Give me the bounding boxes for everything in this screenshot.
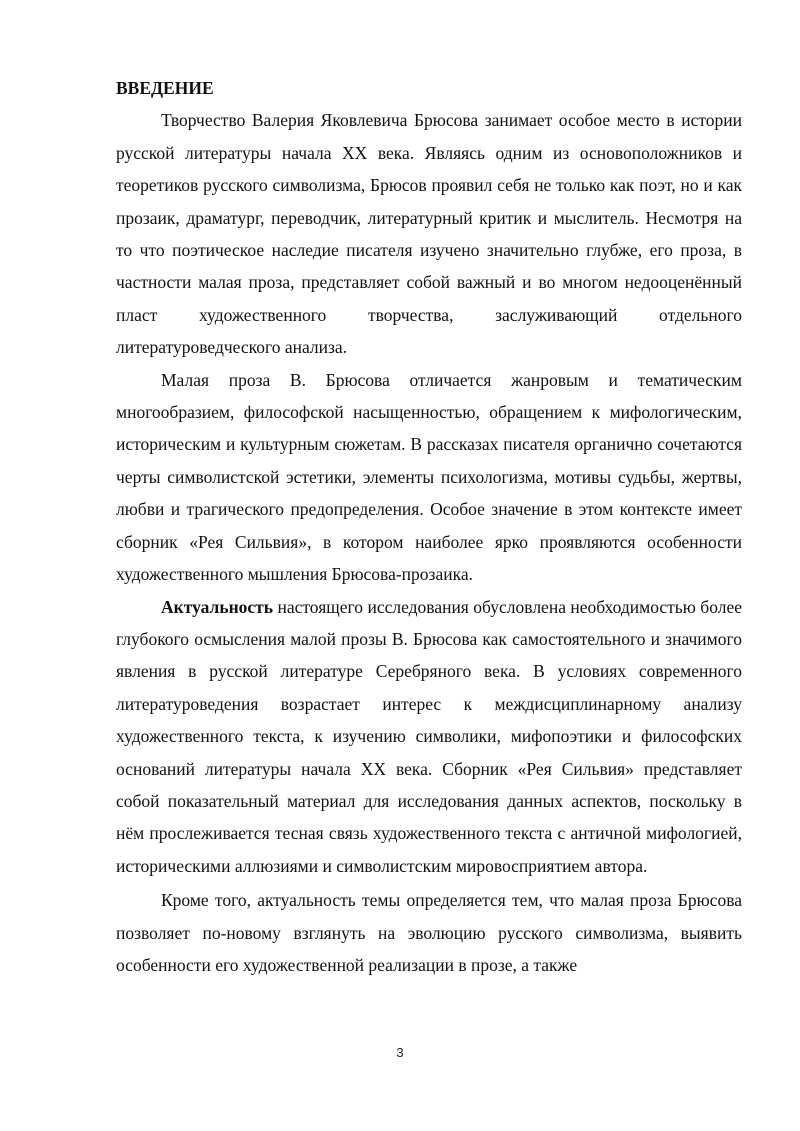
paragraph-text: Творчество Валерия Яковлевича Брюсова занимает особое место в истории русской литературы начала XX века. Являясь одним из основоположников и теоретиков русского символизма, Брюсов проявил себя не только как поэт, но и как прозаик, драматург, переводчик, литературный критик и мыслитель. Несмотря на то что поэтическое наследие писателя изучено значительно глубже, его проза, в частности малая проза, представляет собой важный и во многом недооценённый пласт художественного творчества, заслуживающий отдельного литературоведческого анализа.: [116, 110, 742, 358]
paragraph-intro: [116, 104, 742, 363]
paragraph-relevance: [116, 591, 742, 883]
page-number: 3: [396, 1045, 404, 1060]
relevance-term: Актуальность: [161, 596, 274, 617]
section-heading: ВВЕДЕНИЕ: [116, 78, 214, 98]
paragraph-text: Малая проза В. Брюсова отличается жанровым и тематическим многообразием, философской насыщенностью, обращением к мифологическим, историческим и культурным сюжетам. В рассказах писателя органично сочетаются черты символистской эстетики, элементы психологизма, мотивы судьбы, жертвы, любви и трагического предопределения. Особое значение в этом контексте имеет сборник «Рея Сильвия», в котором наиболее ярко проявляются особенности художественного мышления Брюсова-прозаика.: [116, 369, 742, 585]
page-content: [116, 72, 742, 981]
paragraph-text: настоящего исследования обусловлена необходимостью более глубокого осмысления малой прозы В. Брюсова как самостоятельного и значимого явления в русской литературе Серебряного века. В условиях современного литературоведения возрастает интерес к междисциплинарному анализу художественного текста, к изучению символики, мифопоэтики и философских оснований литературы начала XX века. Сборник «Рея Сильвия» представляет собой показательный материал для исследования данных аспектов, поскольку в нём прослеживается тесная связь художественного текста с античной мифологией, историческими аллюзиями и символистским мировосприятием автора.: [116, 596, 742, 876]
paragraph-text: Кроме того, актуальность темы определяется тем, что малая проза Брюсова позволяет по-новому взглянуть на эволюцию русского символизма, выявить особенности его художественной реализации в прозе, а также: [116, 890, 742, 975]
paragraph-small-prose: [116, 364, 742, 591]
paragraph-continuation: [116, 884, 742, 981]
